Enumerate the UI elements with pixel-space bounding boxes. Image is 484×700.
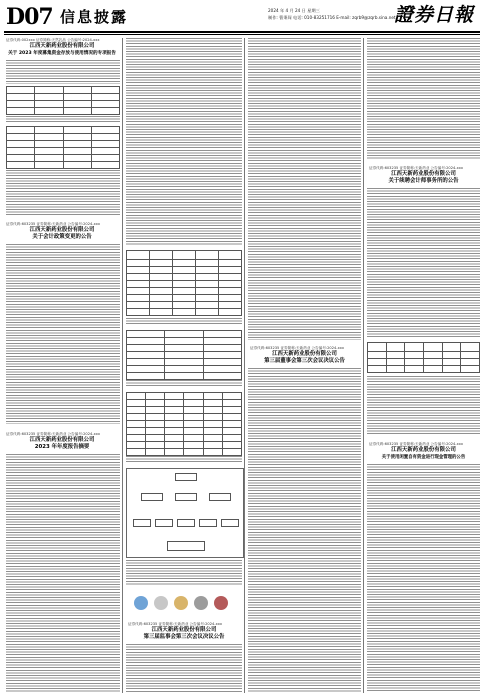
announcement-heading	[4, 437, 120, 451]
announcement-title: 关于会计政策变更的公告	[32, 234, 92, 240]
announcement-heading	[4, 227, 120, 241]
announcement-heading	[124, 627, 244, 641]
body-text	[126, 380, 242, 388]
diagram-node	[199, 519, 217, 527]
body-text	[367, 376, 480, 436]
announcement-heading	[246, 351, 363, 365]
diagram-node	[175, 473, 197, 481]
announcement-title: 第三届监事会第三次会议决议公告	[143, 634, 225, 640]
diagram-node	[133, 519, 151, 527]
diagram-node	[141, 493, 163, 501]
diagram-node	[221, 519, 239, 527]
partner-logos	[132, 590, 232, 618]
body-text	[367, 188, 480, 338]
body-text	[248, 38, 361, 340]
data-table	[6, 86, 120, 115]
company-name: 江西天新药业股份有限公司	[151, 627, 217, 633]
announcement-code: 证券代码:603235 证券简称:天新药业 公告编号:2024-xxx	[128, 622, 222, 626]
company-name: 江西天新药业股份有限公司	[29, 43, 95, 49]
date-line: 2024 年 4 月 24 日 星期三	[268, 8, 320, 13]
body-text	[126, 644, 242, 692]
logo-icon	[194, 596, 208, 610]
page-header	[0, 0, 484, 34]
announcement-code: 证券代码:603235 证券简称:天新药业 公告编号:2024-xxx	[369, 442, 463, 446]
announcement-code: 证券代码:002xxx 证券简称:天然乳品 公告编号:2024-xxx	[6, 38, 100, 42]
announcement-heading	[4, 43, 120, 57]
announcement-title: 关于续聘会计师事务所的公告	[388, 178, 459, 184]
logo-icon	[154, 596, 168, 610]
page-number: D07	[6, 4, 53, 30]
masthead-logo: 證券日報	[394, 4, 475, 26]
company-name: 江西天新药业股份有限公司	[391, 171, 456, 177]
logo-icon	[174, 596, 188, 610]
logo-icon	[214, 596, 228, 610]
body-text	[126, 38, 242, 246]
logo-icon	[134, 596, 148, 610]
announcement-title: 关于使用闲置自有资金进行现金管理的公告	[381, 455, 466, 460]
diagram-node	[167, 541, 205, 551]
contact-line: 制作: 曹秉琛 电话: 010-83251716 E-mail: zqrb9@zqrb.sina.net	[268, 15, 396, 20]
announcement-heading	[365, 171, 482, 185]
body-text	[6, 60, 120, 84]
announcement-code: 证券代码:603235 证券简称:天新药业 公告编号:2024-xxx	[250, 346, 344, 350]
data-table	[367, 342, 480, 373]
section-title: 信息披露	[60, 8, 129, 26]
announcement-heading	[365, 447, 482, 461]
diagram-node	[175, 493, 197, 501]
data-table	[126, 330, 242, 380]
body-text	[367, 38, 480, 160]
body-text	[367, 464, 480, 692]
diagram-node	[177, 519, 195, 527]
column-divider	[122, 38, 123, 693]
company-name: 江西天新药业股份有限公司	[391, 447, 456, 453]
announcement-title: 第三届董事会第三次会议决议公告	[264, 358, 345, 364]
diagram-node	[209, 493, 231, 501]
data-table	[126, 392, 242, 456]
announcement-title: 2023 年年度报告摘要	[34, 444, 90, 450]
announcement-title: 关于 2023 年度募集资金存放与使用情况的专项报告	[8, 51, 116, 56]
company-name: 江西天新药业股份有限公司	[272, 351, 337, 357]
body-text	[6, 116, 120, 124]
column-divider	[244, 38, 245, 693]
body-text	[126, 318, 242, 326]
header-rule	[4, 31, 480, 33]
announcement-code: 证券代码:603235 证券简称:天新药业 公告编号:2024-xxx	[6, 432, 100, 436]
company-name: 江西天新药业股份有限公司	[29, 437, 95, 443]
body-text	[248, 368, 361, 692]
body-text	[6, 244, 120, 424]
announcement-code: 证券代码:603235 证券简称:天新药业 公告编号:2024-xxx	[369, 166, 463, 170]
announcement-code: 证券代码:603235 证券简称:天新药业 公告编号:2024-xxx	[6, 222, 100, 226]
diagram-node	[155, 519, 173, 527]
column-divider	[363, 38, 364, 693]
body-text	[6, 454, 120, 692]
body-text	[6, 170, 120, 216]
company-name: 江西天新药业股份有限公司	[29, 227, 95, 233]
org-structure-diagram	[126, 468, 244, 558]
header-rule-thin	[4, 34, 480, 35]
data-table	[126, 250, 242, 316]
data-table	[6, 126, 120, 169]
body-text	[126, 456, 242, 464]
body-text	[126, 560, 242, 586]
